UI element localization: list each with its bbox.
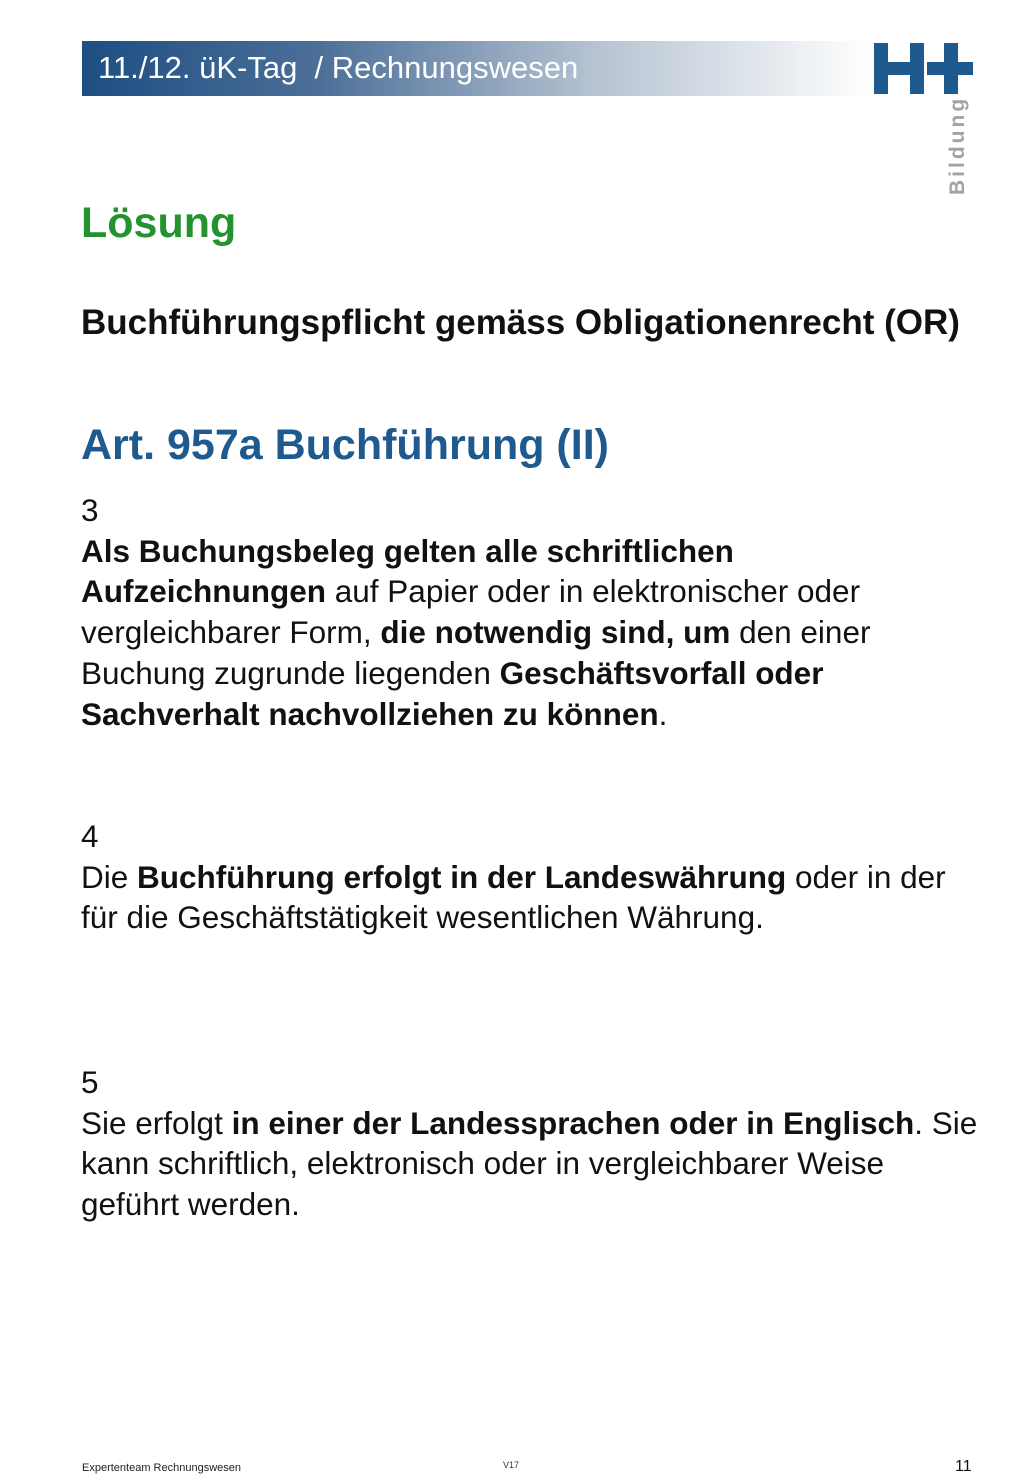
footer-version: V17 — [503, 1460, 520, 1470]
text-regular: . Sie kann schriftlich, elektronisch oder in vergleichbarer Weise geführt werden. — [81, 1104, 978, 1223]
text-bold: in einer der Landessprachen oder in Englisch — [231, 1104, 915, 1141]
paragraph-5 — [81, 1062, 981, 1225]
logo-plus-horizontal — [927, 62, 973, 75]
footer-team: Expertenteam Rechnungswesen — [82, 1462, 241, 1474]
text-regular: Sie erfolgt — [81, 1104, 232, 1141]
text-bold: Buchführung erfolgt in der Landeswährung — [137, 858, 787, 895]
text-bold: die notwendig sind, um — [380, 614, 731, 651]
page-title: Lösung — [81, 199, 237, 247]
header-bar — [82, 41, 872, 96]
section-subtitle: Buchführungspflicht gemäss Obligationenrecht (OR) — [81, 303, 960, 342]
article-heading: Art. 957a Buchführung (II) — [81, 421, 609, 469]
paragraph-number: 3 — [81, 492, 99, 528]
text-regular: Die — [81, 858, 138, 895]
logo-word: Bildung — [946, 95, 969, 195]
text-regular: auf Papier oder in elektronischer oder vergleichbarer Form, — [81, 573, 861, 651]
paragraph-4 — [81, 816, 981, 938]
text-bold: Geschäftsvorfall oder Sachverhalt nachvollziehen zu können — [81, 654, 824, 732]
text-regular: . — [658, 695, 668, 732]
paragraph-3 — [81, 490, 981, 734]
logo-h-right-stem — [910, 43, 924, 94]
paragraph-number: 4 — [81, 818, 99, 854]
text-bold: Als Buchungsbeleg gelten alle schriftlichen Aufzeichnungen — [81, 532, 734, 610]
page-number: 11 — [955, 1458, 972, 1475]
text-regular: oder in der für die Geschäftstätigkeit wesentlichen Währung. — [81, 858, 946, 936]
header-title: 11./12. üK-Tag / Rechnungswesen — [98, 50, 579, 85]
text-regular: den einer Buchung zugrunde liegenden — [81, 614, 871, 691]
paragraph-number: 5 — [81, 1064, 99, 1100]
